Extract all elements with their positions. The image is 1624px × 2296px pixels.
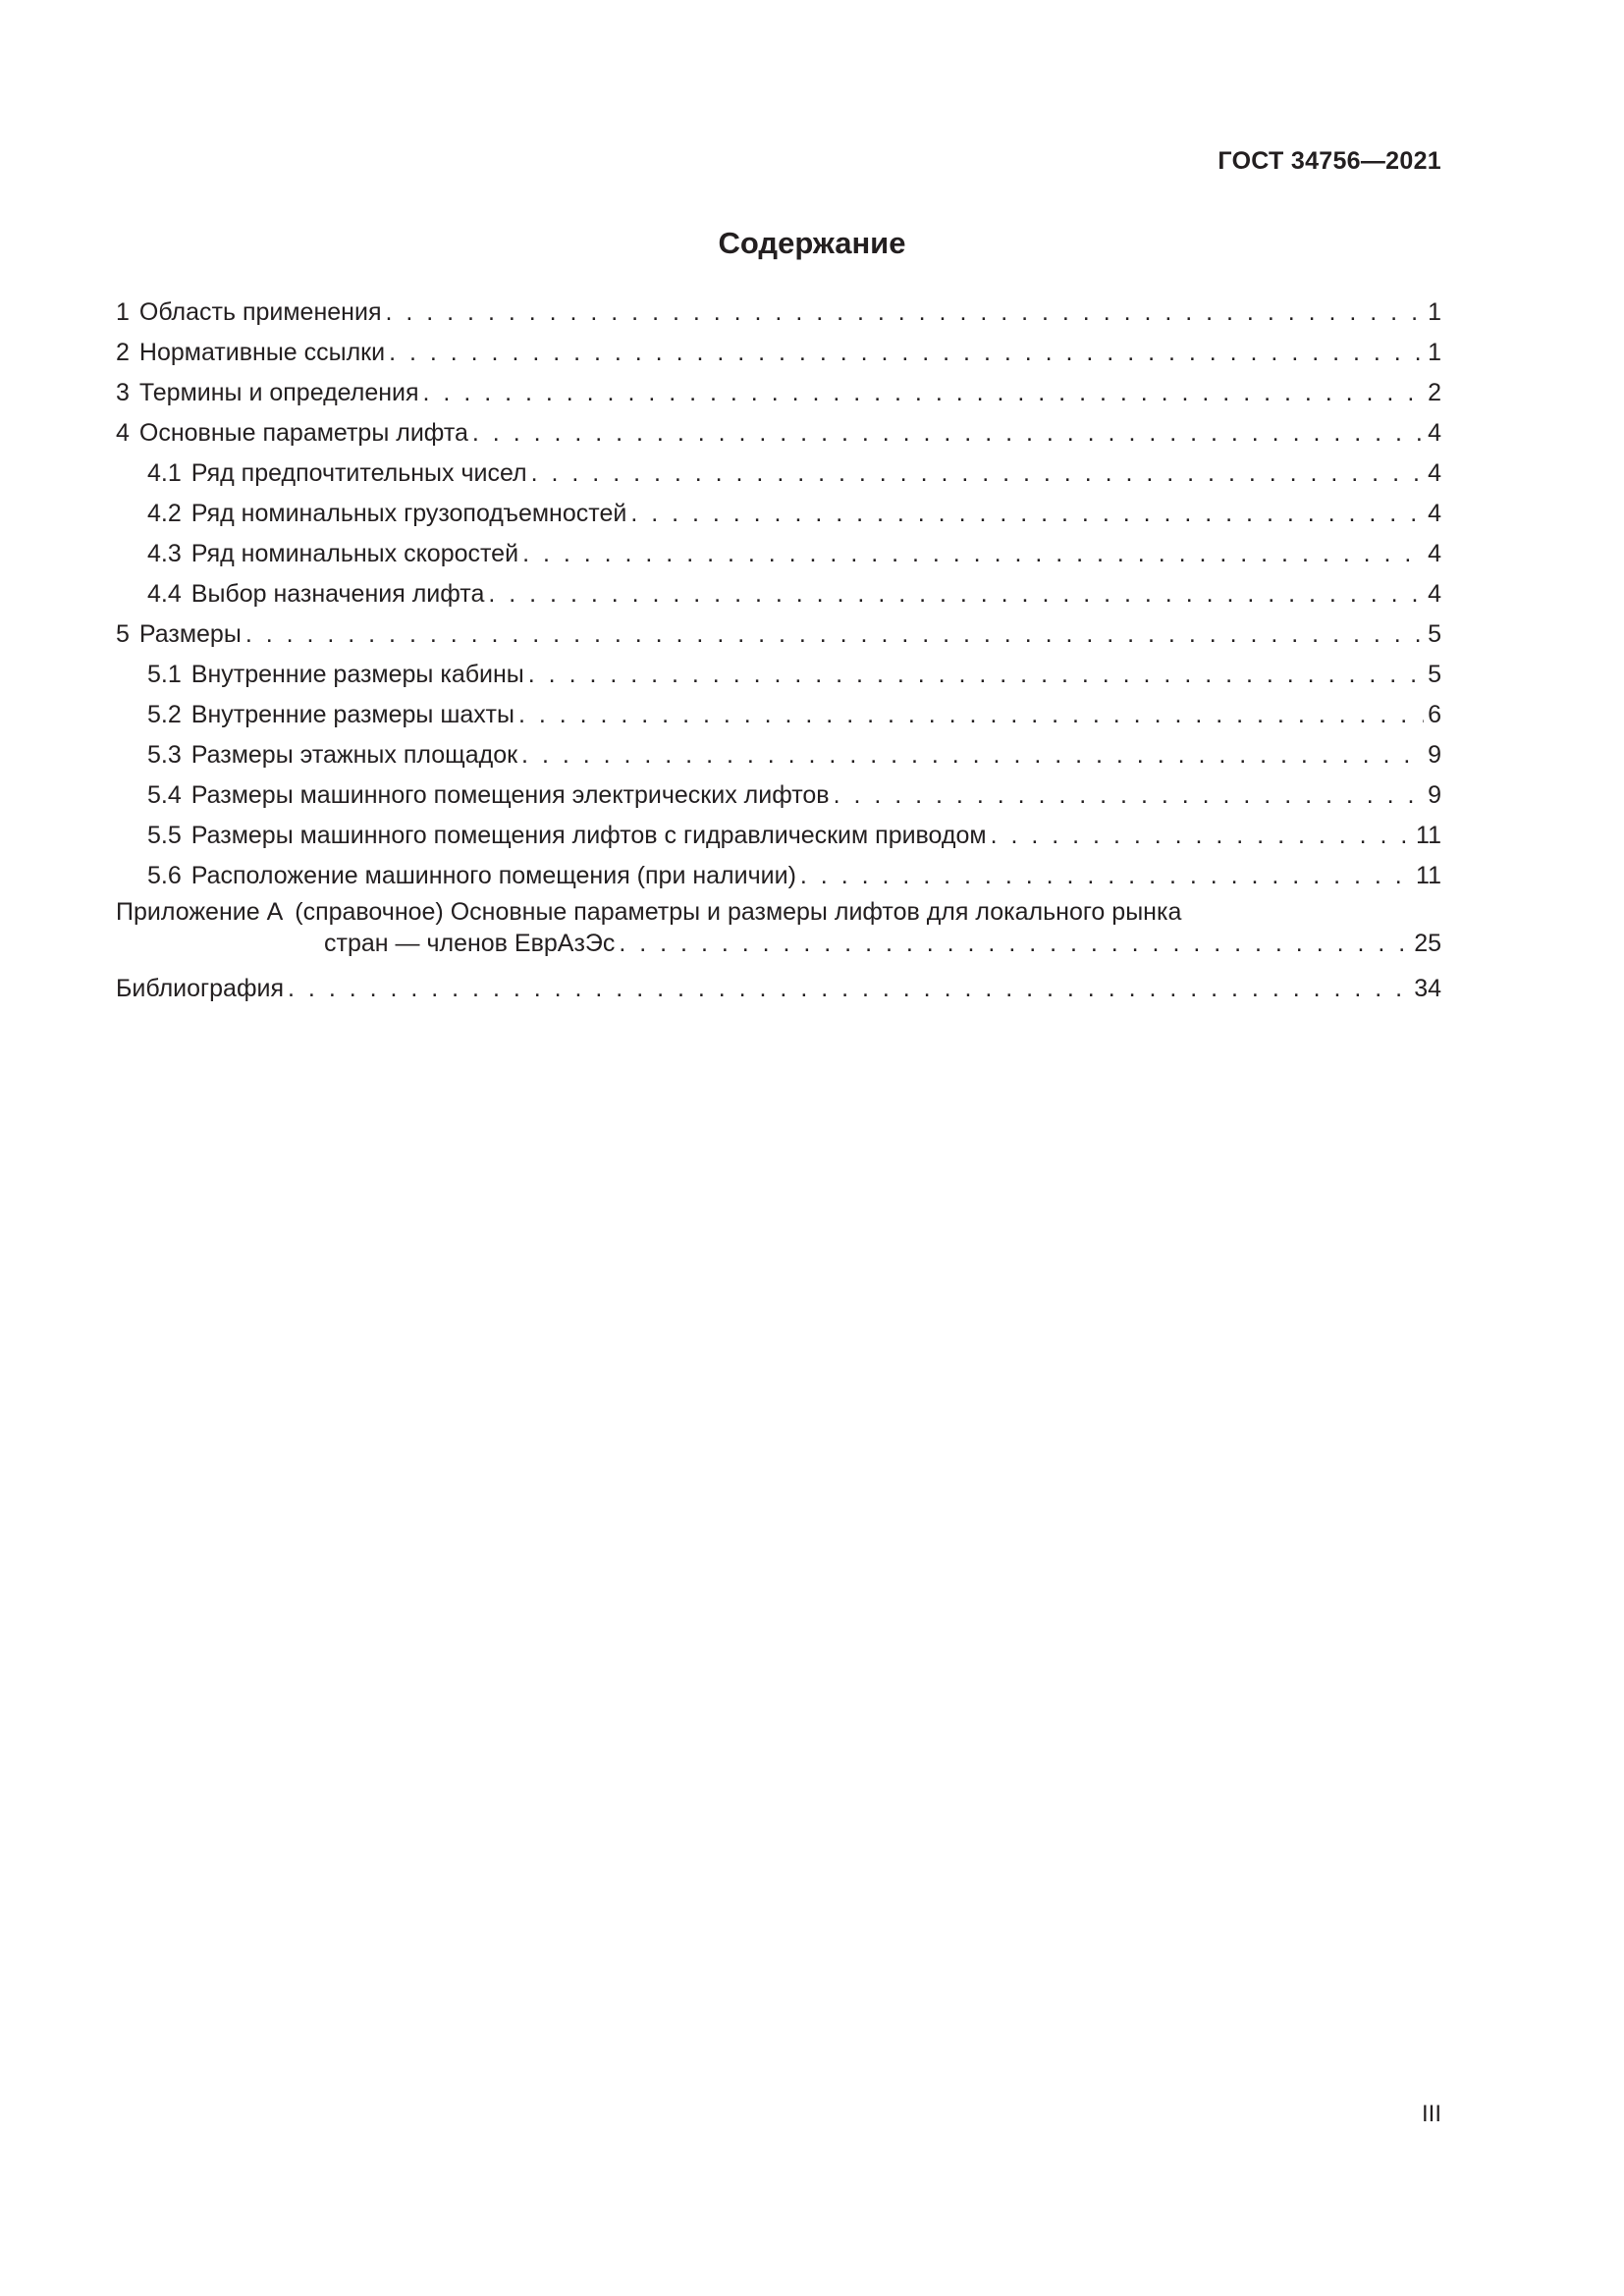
toc-entry-page-number: 4 (1428, 459, 1441, 487)
toc-entry-page-number: 2 (1428, 379, 1441, 406)
leader-dots (518, 700, 1424, 729)
document-code: ГОСТ 34756—2021 (1218, 147, 1441, 175)
toc-entry-number: 4.2 (147, 500, 182, 527)
toc-entry-number: 5.4 (147, 781, 182, 809)
toc-entry-page-number: 11 (1416, 862, 1441, 889)
toc-entry[interactable] (116, 448, 1441, 488)
toc-entry[interactable] (116, 287, 1441, 327)
toc-entry-label: Размеры машинного помещения лифтов с гидравлическим приводом (190, 822, 987, 849)
toc-entry[interactable] (116, 729, 1441, 770)
toc-entry-number: 4.4 (147, 580, 182, 608)
toc-entry-page-number: 9 (1428, 781, 1441, 809)
leader-dots (522, 539, 1424, 568)
toc-entry-page-number: 1 (1428, 339, 1441, 366)
toc-entry[interactable] (116, 528, 1441, 568)
toc-entry-number: 5.1 (147, 661, 182, 688)
toc-entry-label: Термины и определения (138, 379, 419, 406)
leader-dots (423, 378, 1425, 407)
page-number: III (1421, 2101, 1441, 2127)
annex-title-line1: (справочное) Основные параметры и размеры лифтов для локального рынка (295, 898, 1182, 926)
toc-entry-number: 5.5 (147, 822, 182, 849)
bibliography-page-number: 34 (1414, 975, 1441, 1002)
toc-entry-label: Нормативные ссылки (138, 339, 386, 366)
toc-entry-label: Расположение машинного помещения (при наличии) (190, 862, 796, 889)
toc-entry-label: Размеры (138, 620, 242, 648)
toc-entry-page-number: 9 (1428, 741, 1441, 769)
toc-entry-number: 5 (116, 620, 130, 648)
toc-entry-page-number: 4 (1428, 540, 1441, 567)
toc-entry-page-number: 5 (1428, 620, 1441, 648)
toc-entry-label: Размеры этажных площадок (190, 741, 518, 769)
table-of-contents (116, 287, 1441, 1003)
toc-entry-number: 4.3 (147, 540, 182, 567)
toc-entry-number: 4.1 (147, 459, 182, 487)
toc-entry-label: Область применения (138, 298, 382, 326)
leader-dots (991, 821, 1412, 850)
toc-entry[interactable] (116, 568, 1441, 609)
annex-page-number: 25 (1414, 930, 1441, 957)
toc-entry-label: Внутренние размеры кабины (190, 661, 524, 688)
toc-entry-label: Выбор назначения лифта (190, 580, 485, 608)
toc-entry-number: 1 (116, 298, 130, 326)
toc-title: Содержание (718, 226, 906, 260)
toc-entry-number: 3 (116, 379, 130, 406)
toc-entry-number: 5.6 (147, 862, 182, 889)
toc-entry[interactable] (116, 407, 1441, 448)
leader-dots (528, 660, 1424, 689)
toc-entry[interactable] (116, 770, 1441, 810)
toc-entry-number: 5.3 (147, 741, 182, 769)
toc-entry[interactable] (116, 689, 1441, 729)
toc-entry-bibliography[interactable] (116, 963, 1441, 1003)
toc-entry-page-number: 1 (1428, 298, 1441, 326)
leader-dots (630, 499, 1424, 528)
toc-entry-label: Ряд номинальных скоростей (190, 540, 519, 567)
toc-entry[interactable] (116, 609, 1441, 649)
toc-entry[interactable] (116, 327, 1441, 367)
leader-dots (472, 418, 1424, 448)
leader-dots (389, 338, 1424, 367)
toc-entry-page-number: 4 (1428, 580, 1441, 608)
leader-dots (619, 928, 1410, 959)
bibliography-label: Библиография (116, 975, 285, 1002)
leader-dots (245, 619, 1424, 649)
leader-dots (385, 297, 1424, 327)
toc-entry-annex-a[interactable] (116, 896, 1441, 959)
toc-entry-number: 2 (116, 339, 130, 366)
leader-dots (521, 740, 1424, 770)
toc-entry-page-number: 4 (1428, 500, 1441, 527)
toc-entry[interactable] (116, 367, 1441, 407)
toc-entry[interactable] (116, 850, 1441, 890)
toc-entry-page-number: 4 (1428, 419, 1441, 447)
toc-entry-label: Основные параметры лифта (138, 419, 468, 447)
toc-entry[interactable] (116, 488, 1441, 528)
toc-entry-label: Ряд предпочтительных чисел (190, 459, 527, 487)
leader-dots (288, 974, 1410, 1003)
leader-dots (800, 861, 1412, 890)
leader-dots (488, 579, 1424, 609)
toc-entry-page-number: 6 (1428, 701, 1441, 728)
toc-entry[interactable] (116, 649, 1441, 689)
toc-entry-label: Размеры машинного помещения электрических лифтов (190, 781, 830, 809)
toc-entry-label: Внутренние размеры шахты (190, 701, 514, 728)
annex-prefix: Приложение А (116, 898, 284, 926)
toc-entry-number: 4 (116, 419, 130, 447)
toc-entry-label: Ряд номинальных грузоподъемностей (190, 500, 627, 527)
leader-dots (531, 458, 1424, 488)
toc-entry-page-number: 11 (1416, 822, 1441, 849)
toc-entry[interactable] (116, 810, 1441, 850)
toc-entry-number: 5.2 (147, 701, 182, 728)
annex-title-line2: стран — членов ЕврАзЭс (324, 930, 616, 957)
leader-dots (834, 780, 1425, 810)
toc-entry-page-number: 5 (1428, 661, 1441, 688)
